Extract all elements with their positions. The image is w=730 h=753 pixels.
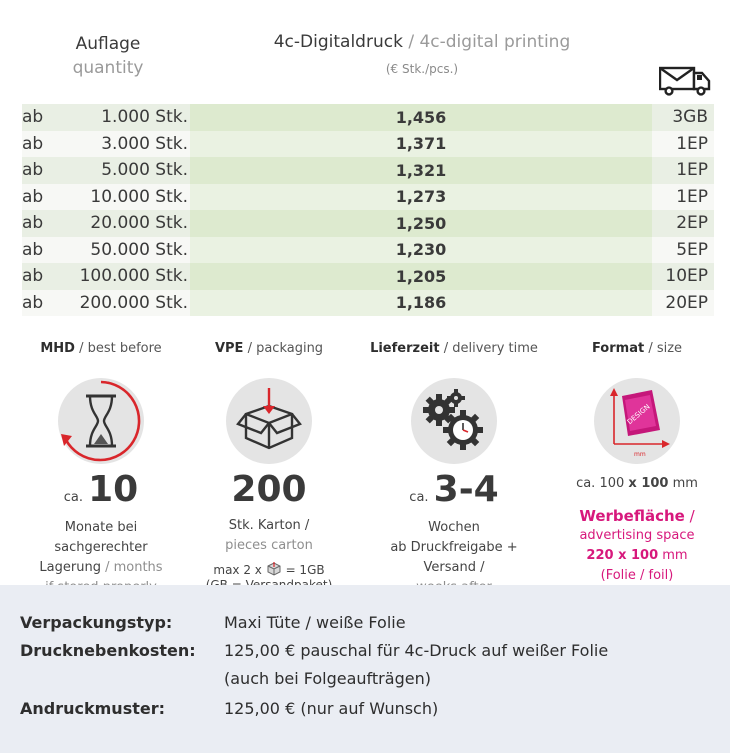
table-row [22,131,714,158]
row-prefix: ab [22,107,44,128]
row-shipping: 2EP [676,213,708,234]
row-prefix: ab [22,213,44,234]
row-shipping: 5EP [676,239,708,260]
row-price: 1,456 [190,104,652,131]
package-icon [266,562,282,576]
packaging-value: 200 [231,469,307,510]
delivery-column: Lieferzeit / delivery time ca. 3-4 Wochen ab Druckfreigabe + Versand / [365,340,543,618]
table-row [22,263,714,290]
row-prefix: ab [22,266,44,287]
advertising-space-heading: Werbefläche [579,507,685,525]
best-before-value: 10 [88,469,139,510]
table-row [22,290,714,317]
row-quantity: 10.000 Stk. [90,186,188,207]
row-shipping: 20EP [665,292,708,313]
row-shipping: 10EP [665,266,708,287]
row-prefix: ab [22,186,44,207]
row-shipping: 1EP [676,186,708,207]
row-prefix: ab [22,133,44,154]
row-price: 1,371 [190,131,652,158]
row-shipping: 1EP [676,133,708,154]
row-quantity: 3.000 Stk. [101,133,188,154]
row-quantity: 100.000 Stk. [79,266,188,287]
table-row [22,210,714,237]
row-quantity: 200.000 Stk. [79,292,188,313]
table-row [22,157,714,184]
price-header-de: 4c-Digitaldruck [273,32,403,52]
price-table [22,104,714,316]
table-row [22,237,714,264]
truck-mail-icon [659,64,711,96]
row-quantity: 1.000 Stk. [101,107,188,128]
gears-clock-icon [411,378,497,464]
details-box [0,585,730,753]
row-quantity: 20.000 Stk. [90,213,188,234]
proof-sample-row: Andruckmuster: 125,00 € (nur auf Wunsch) [20,699,439,718]
price-header-en: 4c-digital printing [419,32,571,52]
quantity-header-en: quantity [72,58,144,78]
row-shipping: 1EP [676,160,708,181]
row-price: 1,186 [190,290,652,317]
table-row [22,104,714,131]
bag-design-label: DESIGN [625,402,652,427]
packaging-heading: VPE / packaging [214,341,324,356]
price-header [190,30,654,76]
box-icon [226,378,312,464]
row-price: 1,205 [190,263,652,290]
row-prefix: ab [22,160,44,181]
row-quantity: 50.000 Stk. [90,239,188,260]
row-price: 1,250 [190,210,652,237]
packaging-type-row: Verpackungstyp: Maxi Tüte / weiße Folie [20,613,406,632]
quantity-header [64,32,152,80]
price-unit: (€ Stk./pcs.) [385,62,459,76]
packaging-column: VPE / packaging 200 Stk. Karton / pieces carton max 2 x = 1GB [180,340,358,593]
bag-format-icon [594,378,680,464]
format-heading: Format / size [591,341,683,356]
table-row [22,184,714,211]
best-before-heading: MHD / best before [40,341,162,356]
printing-costs-row: Drucknebenkosten: 125,00 € pauschal für 4c-Druck auf weißer Folie (auch bei Folgeaufträgen) [20,641,609,688]
delivery-heading: Lieferzeit / delivery time [370,341,538,356]
hourglass-icon [58,378,144,464]
price-header-sep: / [402,32,420,52]
format-column: Format / size DESIGN mm ca. 100 x 100 mm Werbefläche / advertising space 220 x 100 mm (Folie / foil) [548,340,726,586]
row-price: 1,321 [190,157,652,184]
row-prefix: ab [22,292,44,313]
row-shipping: 3GB [672,107,708,128]
quantity-header-de: Auflage [75,34,141,54]
best-before-column: MHD / best before ca. 10 Monate bei sachgerechter Lagerung / months [12,340,190,598]
row-prefix: ab [22,239,44,260]
row-price: 1,273 [190,184,652,211]
delivery-value: 3-4 [433,469,499,510]
row-price: 1,230 [190,237,652,264]
row-quantity: 5.000 Stk. [101,160,188,181]
bag-mm-label: mm [634,451,646,458]
